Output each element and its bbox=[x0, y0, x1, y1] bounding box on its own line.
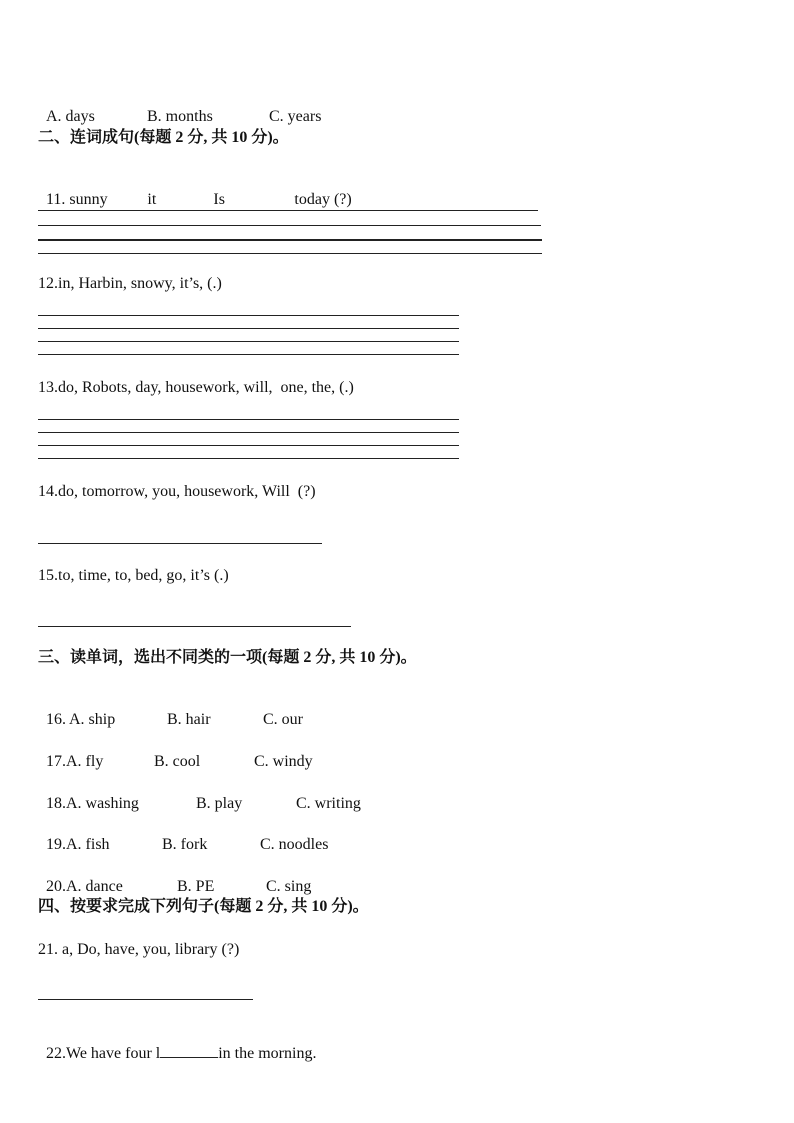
q16-row bbox=[38, 690, 303, 730]
q20-option-c: C. sing bbox=[266, 878, 312, 895]
q19-option-c: C. noodles bbox=[260, 836, 329, 853]
q16-number: 16. bbox=[46, 711, 66, 728]
q17-option-a: A. fly bbox=[66, 753, 104, 770]
q22-blank[interactable] bbox=[160, 1043, 218, 1058]
q22-after-blank: in the morning. bbox=[218, 1045, 317, 1062]
q17-option-b: B. cool bbox=[154, 753, 201, 770]
q13-answer-line-4[interactable] bbox=[38, 458, 459, 459]
q11-word-3: Is bbox=[213, 191, 225, 208]
q14-answer-line[interactable] bbox=[38, 543, 322, 544]
q11-word-1: sunny bbox=[69, 191, 108, 208]
q18-number: 18. bbox=[46, 795, 66, 812]
q12-answer-line-3[interactable] bbox=[38, 341, 459, 342]
q11-answer-line-4[interactable] bbox=[38, 253, 542, 254]
q11-answer-line-2[interactable] bbox=[38, 225, 541, 226]
q12-answer-line-1[interactable] bbox=[38, 315, 459, 316]
q15-prompt: 15.to, time, to, bed, go, it’s (.) bbox=[38, 567, 229, 584]
q12-answer-line-4[interactable] bbox=[38, 354, 459, 355]
q19-option-a: A. fish bbox=[66, 836, 110, 853]
q17-number: 17. bbox=[46, 753, 66, 770]
section-4-title: 四、按要求完成下列句子(每题 2 分, 共 10 分)。 bbox=[38, 898, 369, 915]
q15-answer-line[interactable] bbox=[38, 626, 351, 627]
q18-row bbox=[38, 774, 361, 814]
q13-answer-line-2[interactable] bbox=[38, 432, 459, 433]
q11-number: 11. bbox=[46, 191, 66, 208]
q17-option-c: C. windy bbox=[254, 753, 313, 770]
q16-option-a: A. ship bbox=[69, 711, 116, 728]
q11-answer-line-3[interactable] bbox=[38, 239, 542, 241]
q22-sentence bbox=[38, 1023, 316, 1064]
q16-option-b: B. hair bbox=[167, 711, 211, 728]
q14-prompt: 14.do, tomorrow, you, housework, Will (?) bbox=[38, 483, 316, 500]
q17-row bbox=[38, 732, 313, 772]
q18-option-a: A. washing bbox=[66, 795, 139, 812]
q18-option-c: C. writing bbox=[296, 795, 361, 812]
q10-option-b: B. months bbox=[147, 108, 213, 125]
q19-option-b: B. fork bbox=[162, 836, 208, 853]
q20-option-a: A. dance bbox=[66, 878, 123, 895]
q12-answer-line-2[interactable] bbox=[38, 328, 459, 329]
q11-word-4: today (?) bbox=[294, 191, 352, 208]
q11-prompt bbox=[38, 170, 352, 210]
q16-option-c: C. our bbox=[263, 711, 303, 728]
section-2-title: 二、连词成句(每题 2 分, 共 10 分)。 bbox=[38, 129, 289, 146]
q18-option-b: B. play bbox=[196, 795, 243, 812]
q10-option-c: C. years bbox=[269, 108, 322, 125]
q19-row bbox=[38, 815, 328, 855]
q20-option-b: B. PE bbox=[177, 878, 215, 895]
q13-prompt: 13.do, Robots, day, housework, will, one, the, (.) bbox=[38, 379, 354, 396]
q19-number: 19. bbox=[46, 836, 66, 853]
q21-answer-line[interactable] bbox=[38, 999, 253, 1000]
q13-answer-line-3[interactable] bbox=[38, 445, 459, 446]
q11-answer-line-1[interactable] bbox=[38, 210, 538, 211]
q13-answer-line-1[interactable] bbox=[38, 419, 459, 420]
q21-prompt: 21. a, Do, have, you, library (?) bbox=[38, 941, 240, 958]
q20-number: 20. bbox=[46, 878, 66, 895]
q11-word-2: it bbox=[147, 191, 157, 208]
q22-before-blank: 22.We have four l bbox=[46, 1045, 161, 1062]
q12-prompt: 12.in, Harbin, snowy, it’s, (.) bbox=[38, 275, 222, 292]
q10-option-a: A. days bbox=[46, 108, 95, 125]
section-3-title: 三、读单词，选出不同类的一项(每题 2 分, 共 10 分)。 bbox=[38, 649, 417, 666]
q20-row bbox=[38, 857, 311, 897]
q10-options bbox=[38, 87, 321, 127]
